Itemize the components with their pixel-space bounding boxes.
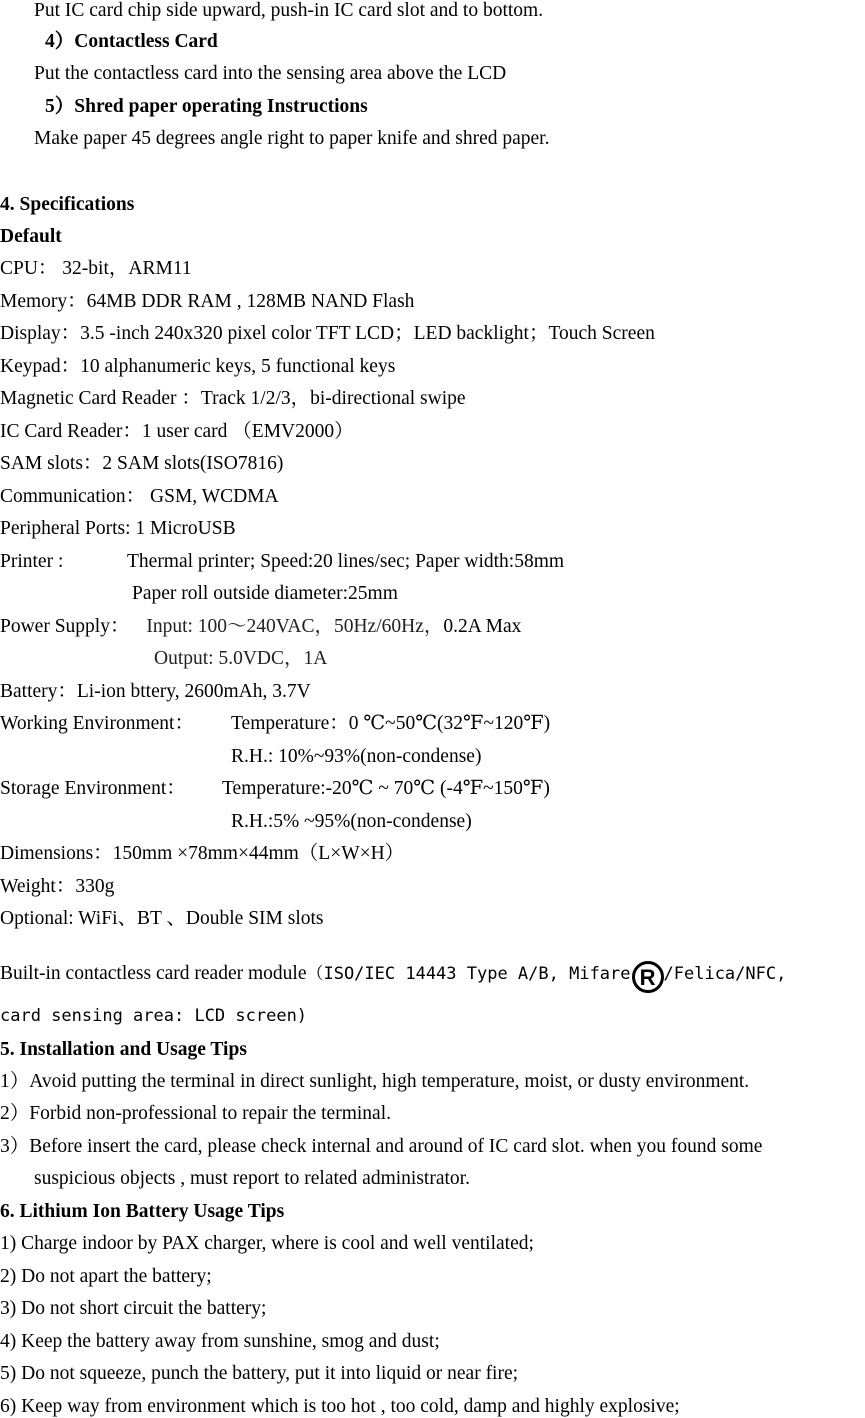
spec-power-input-max: 0.2A Max — [443, 616, 522, 637]
shred-paper-heading: 5）Shred paper operating Instructions — [45, 96, 368, 117]
install-tip-3: 3）Before insert the card, please check internal and around of IC card slot. when you found some — [0, 1136, 763, 1157]
spec-working-temp: Temperature：0 ℃~50℃(32℉~120℉) — [231, 713, 551, 734]
battery-tip: 1) Charge indoor by PAX charger, where is cool and well ventilated; — [0, 1233, 534, 1254]
contactless-card-instruction: Put the contactless card into the sensing area above the LCD — [34, 63, 507, 84]
battery-tips-heading: 6. Lithium Ion Battery Usage Tips — [0, 1201, 285, 1222]
spec-keypad: Keypad：10 alphanumeric keys, 5 functional keys — [0, 356, 396, 377]
contactless-module-detail-3: card sensing area: LCD screen) — [0, 1006, 308, 1026]
spec-printer-value: Thermal printer; Speed:20 lines/sec; Paper width:58mm — [127, 551, 565, 572]
default-label: Default — [0, 226, 62, 247]
contactless-module-label: Built-in contactless card reader module — [0, 963, 307, 984]
install-tip-1: 1）Avoid putting the terminal in direct sunlight, high temperature, moist, or dusty environment. — [0, 1071, 750, 1092]
installation-tips-heading: 5. Installation and Usage Tips — [0, 1039, 247, 1060]
spec-magnetic-card-reader: Magnetic Card Reader ：Track 1/2/3，bi-directional swipe — [0, 388, 466, 409]
spec-weight: Weight：330g — [0, 876, 115, 897]
battery-tip: 4) Keep the battery away from sunshine, smog and dust; — [0, 1331, 440, 1352]
install-tip-3-continued: suspicious objects , must report to related administrator. — [34, 1168, 470, 1189]
contactless-module-detail-2: /Felica/NFC, — [663, 964, 787, 984]
ic-card-instruction: Put IC card chip side upward, push-in IC card slot and to bottom. — [34, 0, 544, 21]
battery-tip: 3) Do not short circuit the battery; — [0, 1298, 267, 1319]
registered-trademark-icon: R — [632, 961, 664, 993]
spec-storage-rh: R.H.:5% ~95%(non-condense) — [231, 811, 472, 832]
shred-paper-instruction: Make paper 45 degrees angle right to paper knife and shred paper. — [34, 128, 550, 149]
spec-power-input: Input: 100～240VAC，50Hz/60Hz， — [146, 616, 444, 637]
contactless-card-heading: 4）Contactless Card — [45, 31, 218, 52]
spec-power-label: Power Supply： — [0, 616, 130, 637]
spec-memory: Memory：64MB DDR RAM , 128MB NAND Flash — [0, 291, 415, 312]
battery-tip: 5) Do not squeeze, punch the battery, put it into liquid or near fire; — [0, 1363, 519, 1384]
spec-storage-temp: Temperature:-20℃ ~ 70℃ (-4℉~150℉) — [222, 778, 550, 799]
spec-printer-label: Printer : — [0, 551, 64, 572]
spec-storage-env-label: Storage Environment： — [0, 778, 186, 799]
battery-tip: 6) Keep way from environment which is too hot , too cold, damp and highly explosive; — [0, 1396, 680, 1417]
install-tip-2: 2）Forbid non-professional to repair the terminal. — [0, 1103, 391, 1124]
battery-tip: 2) Do not apart the battery; — [0, 1266, 212, 1287]
spec-working-env-label: Working Environment： — [0, 713, 194, 734]
spec-optional: Optional: WiFi、BT 、Double SIM slots — [0, 908, 324, 929]
spec-sam-slots: SAM slots：2 SAM slots(ISO7816) — [0, 453, 284, 474]
spec-printer-value-2: Paper roll outside diameter:25mm — [132, 583, 398, 604]
spec-cpu: CPU： 32-bit，ARM11 — [0, 258, 192, 279]
spec-display: Display：3.5 -inch 240x320 pixel color TFT LCD；LED backlight；Touch Screen — [0, 323, 655, 344]
spec-peripheral-ports: Peripheral Ports: 1 MicroUSB — [0, 518, 236, 539]
spec-contactless-module — [0, 961, 786, 993]
spec-power-supply — [0, 616, 521, 638]
spec-power-output: Output: 5.0VDC，1A — [154, 648, 328, 669]
spec-dimensions: Dimensions：150mm ×78mm×44mm（L×W×H） — [0, 843, 405, 864]
spec-working-rh: R.H.: 10%~93%(non-condense) — [231, 746, 482, 767]
spec-battery: Battery：Li-ion bttery, 2600mAh, 3.7V — [0, 681, 311, 702]
contactless-module-detail: （ISO/IEC 14443 Type A/B, Mifare — [306, 964, 631, 984]
spec-communication: Communication： GSM, WCDMA — [0, 486, 279, 507]
specifications-heading: 4. Specifications — [0, 194, 135, 215]
spec-ic-card-reader: IC Card Reader：1 user card （EMV2000） — [0, 421, 354, 442]
